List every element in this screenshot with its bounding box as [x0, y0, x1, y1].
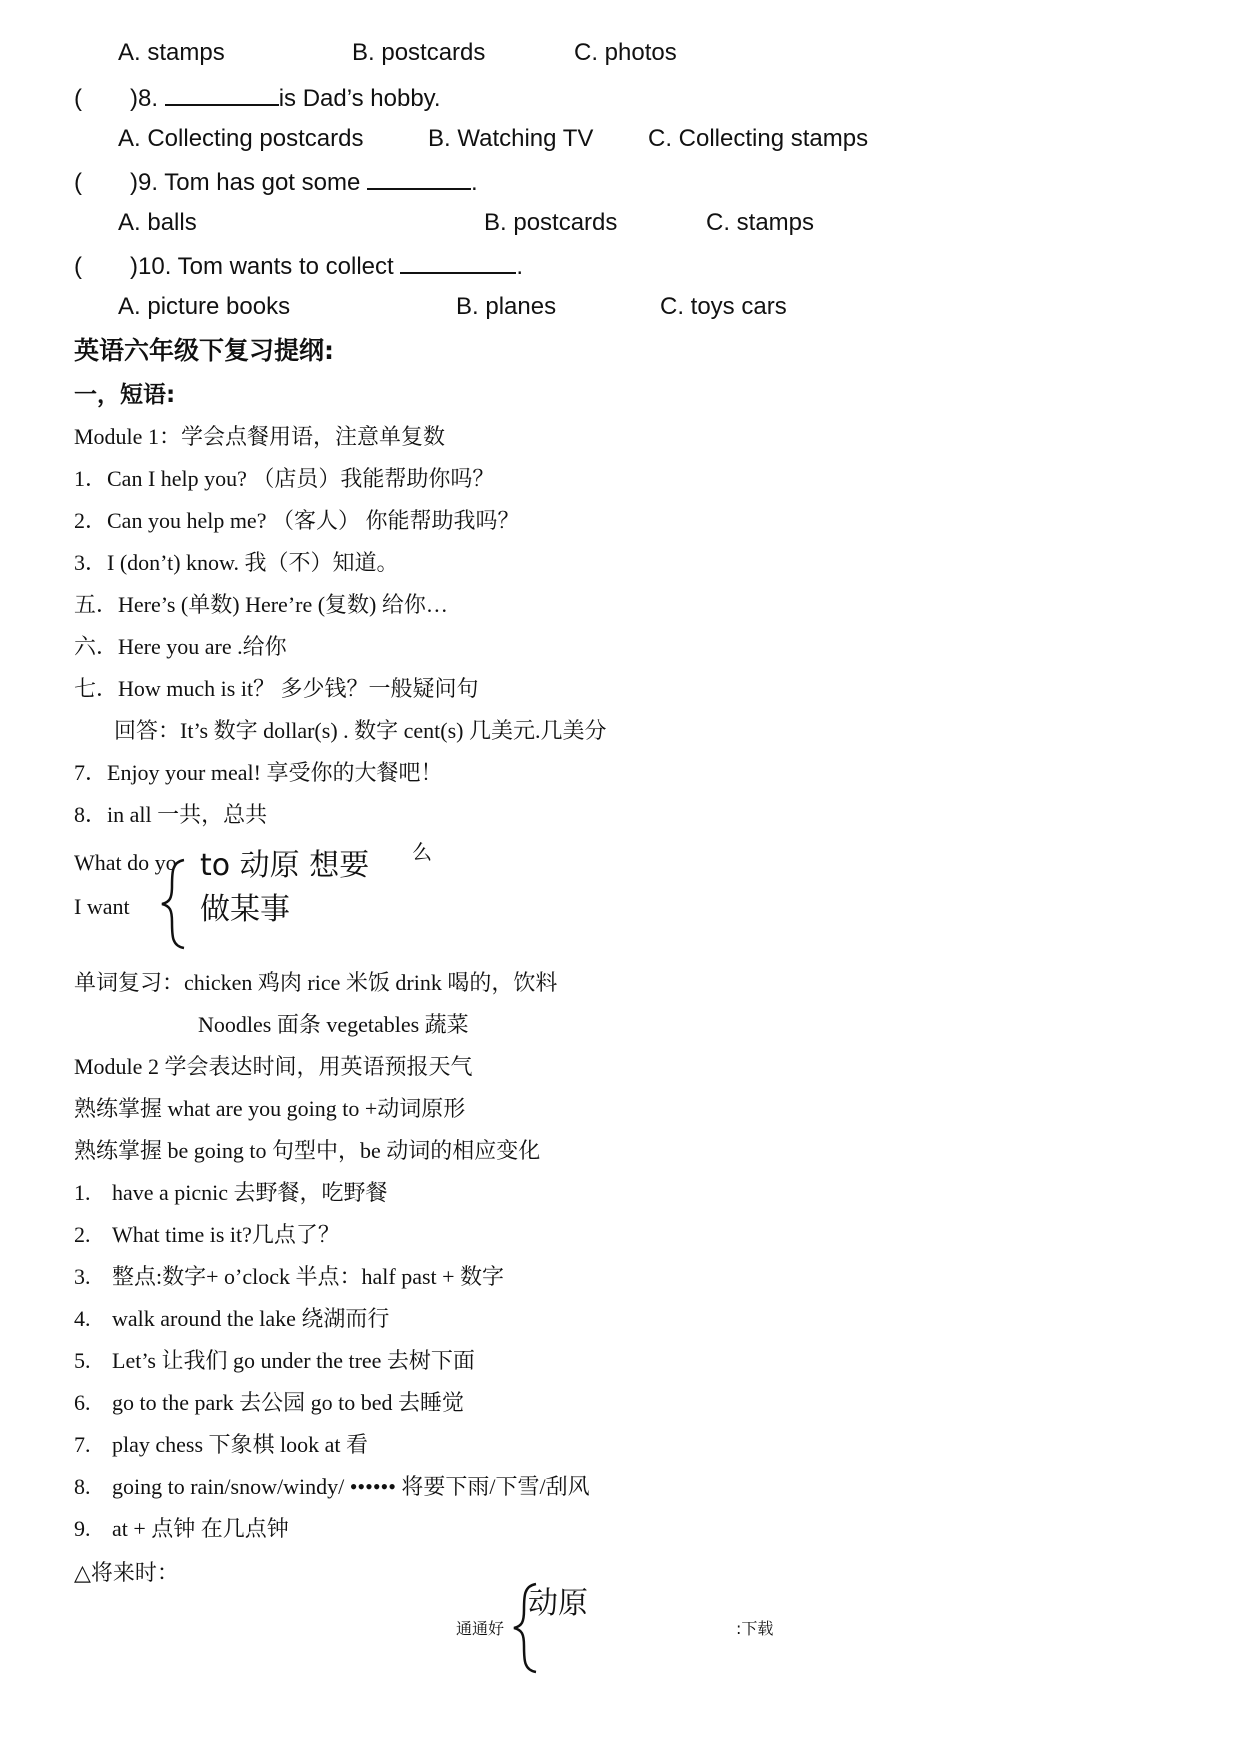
module2-phrase-number: 7.: [74, 1432, 91, 1457]
module2-phrase-number: 1.: [74, 1180, 91, 1205]
module1-phrase-line: 7．Enjoy your meal! 享受你的大餐吧！: [74, 760, 443, 785]
brace2-right-label: :下载: [736, 1619, 774, 1638]
left-brace-icon: [158, 858, 190, 950]
module2-phrase-number: 2.: [74, 1222, 91, 1247]
module2-note-1: 熟练掌握 what are you going to +动词原形: [74, 1096, 466, 1121]
module2-phrase-text: 整点:数字+ o’clock 半点：half past + 数字: [112, 1264, 505, 1289]
q9-paren: (: [74, 169, 82, 196]
module2-phrase-text: go to the park 去公园 go to bed 去睡觉: [112, 1390, 464, 1415]
q8-option-b: B. Watching TV: [428, 125, 594, 152]
q7-option-a: A. stamps: [118, 39, 225, 66]
module1-phrase-line: 七．How much is it？ 多少钱？一般疑问句: [74, 676, 479, 701]
vocab-review-line-2: Noodles 面条 vegetables 蔬菜: [198, 1012, 469, 1037]
module2-phrase-number: 6.: [74, 1390, 91, 1415]
module2-note-2: 熟练掌握 be going to 句型中，be 动词的相应变化: [74, 1138, 541, 1163]
module1-phrase-line: 8．in all 一共，总共: [74, 802, 268, 827]
q10-paren: (: [74, 253, 82, 280]
module1-heading: Module 1：学会点餐用语，注意单复数: [74, 424, 445, 449]
module2-phrase-text: walk around the lake 绕湖而行: [112, 1306, 390, 1331]
q9-question: [74, 166, 478, 198]
module2-phrase-text: What time is it?几点了？: [112, 1222, 340, 1247]
what-do-you-tail: 么: [412, 842, 432, 864]
future-tense-heading: △将来时：: [74, 1560, 179, 1585]
left-brace-icon-2: [512, 1582, 542, 1674]
module1-phrase-line: 3．I (don’t) know. 我（不）知道。: [74, 550, 399, 575]
module2-phrase-text: Let’s 让我们 go under the tree 去树下面: [112, 1348, 475, 1373]
brace-line-1: to 动原 想要: [200, 848, 370, 883]
module2-heading: Module 2 学会表达时间，用英语预报天气: [74, 1054, 473, 1079]
module1-phrase-line: 五．Here’s (单数) Here’re (复数) 给你…: [74, 592, 448, 617]
q8-stem: is Dad’s hobby.: [278, 85, 441, 112]
q10-option-c: C. toys cars: [660, 293, 787, 320]
module2-phrase-number: 5.: [74, 1348, 91, 1373]
module2-phrase-text: at + 点钟 在几点钟: [112, 1516, 289, 1541]
q9-option-a: A. balls: [118, 209, 197, 236]
brace-line-2: 做某事: [200, 892, 290, 927]
q10-option-a: A. picture books: [118, 293, 291, 320]
q9-option-b: B. postcards: [484, 209, 618, 236]
q7-option-b: B. postcards: [352, 39, 486, 66]
q10-blank: [400, 250, 516, 274]
i-want-label: I want: [74, 894, 130, 919]
q10-question: [74, 250, 523, 282]
q9-blank: [367, 166, 471, 190]
module1-phrase-line: 2．Can you help me? （客人） 你能帮助我吗？: [74, 508, 520, 533]
module2-phrase-text: have a picnic 去野餐，吃野餐: [112, 1180, 388, 1205]
brace2-top-label: 动原: [528, 1586, 588, 1621]
q10-end: .: [516, 253, 524, 280]
q9-end: .: [471, 169, 478, 196]
module2-phrase-text: going to rain/snow/windy/ •••••• 将要下雨/下雪/刮风: [112, 1474, 590, 1499]
vocab-review-line-1: 单词复习：chicken 鸡肉 rice 米饭 drink 喝的，饮料: [74, 970, 558, 995]
q9-stem: )9. Tom has got some: [130, 169, 361, 196]
module2-phrase-number: 3.: [74, 1264, 91, 1289]
module2-phrase-text: play chess 下象棋 look at 看: [112, 1432, 369, 1457]
module1-phrase-line: 回答：It’s 数字 dollar(s) . 数字 cent(s) 几美元.几美分: [114, 718, 607, 743]
module1-phrase-line: 1．Can I help you? （店员）我能帮助你吗？: [74, 466, 495, 491]
q8-number: )8.: [130, 85, 159, 112]
module2-phrase-number: 4.: [74, 1306, 91, 1331]
q9-option-c: C. stamps: [706, 209, 815, 236]
module1-phrase-line: 六．Here you are .给你: [74, 634, 287, 659]
q8-paren: (: [74, 85, 82, 112]
section-phrases-heading: 一，短语:: [74, 382, 176, 408]
q8-option-c: C. Collecting stamps: [648, 125, 869, 152]
module2-phrase-number: 9.: [74, 1516, 91, 1541]
brace2-left-label: 通通好: [456, 1619, 505, 1638]
q7-option-c: C. photos: [574, 39, 677, 66]
q10-option-b: B. planes: [456, 293, 557, 320]
outline-title: 英语六年级下复习提纲:: [74, 336, 334, 365]
what-do-you-partial: What do yo: [74, 850, 177, 875]
q8-blank: [165, 82, 279, 106]
q8-option-a: A. Collecting postcards: [118, 125, 364, 152]
module2-phrase-number: 8.: [74, 1474, 91, 1499]
q10-stem: )10. Tom wants to collect: [130, 253, 394, 280]
q8-question: [74, 82, 441, 114]
